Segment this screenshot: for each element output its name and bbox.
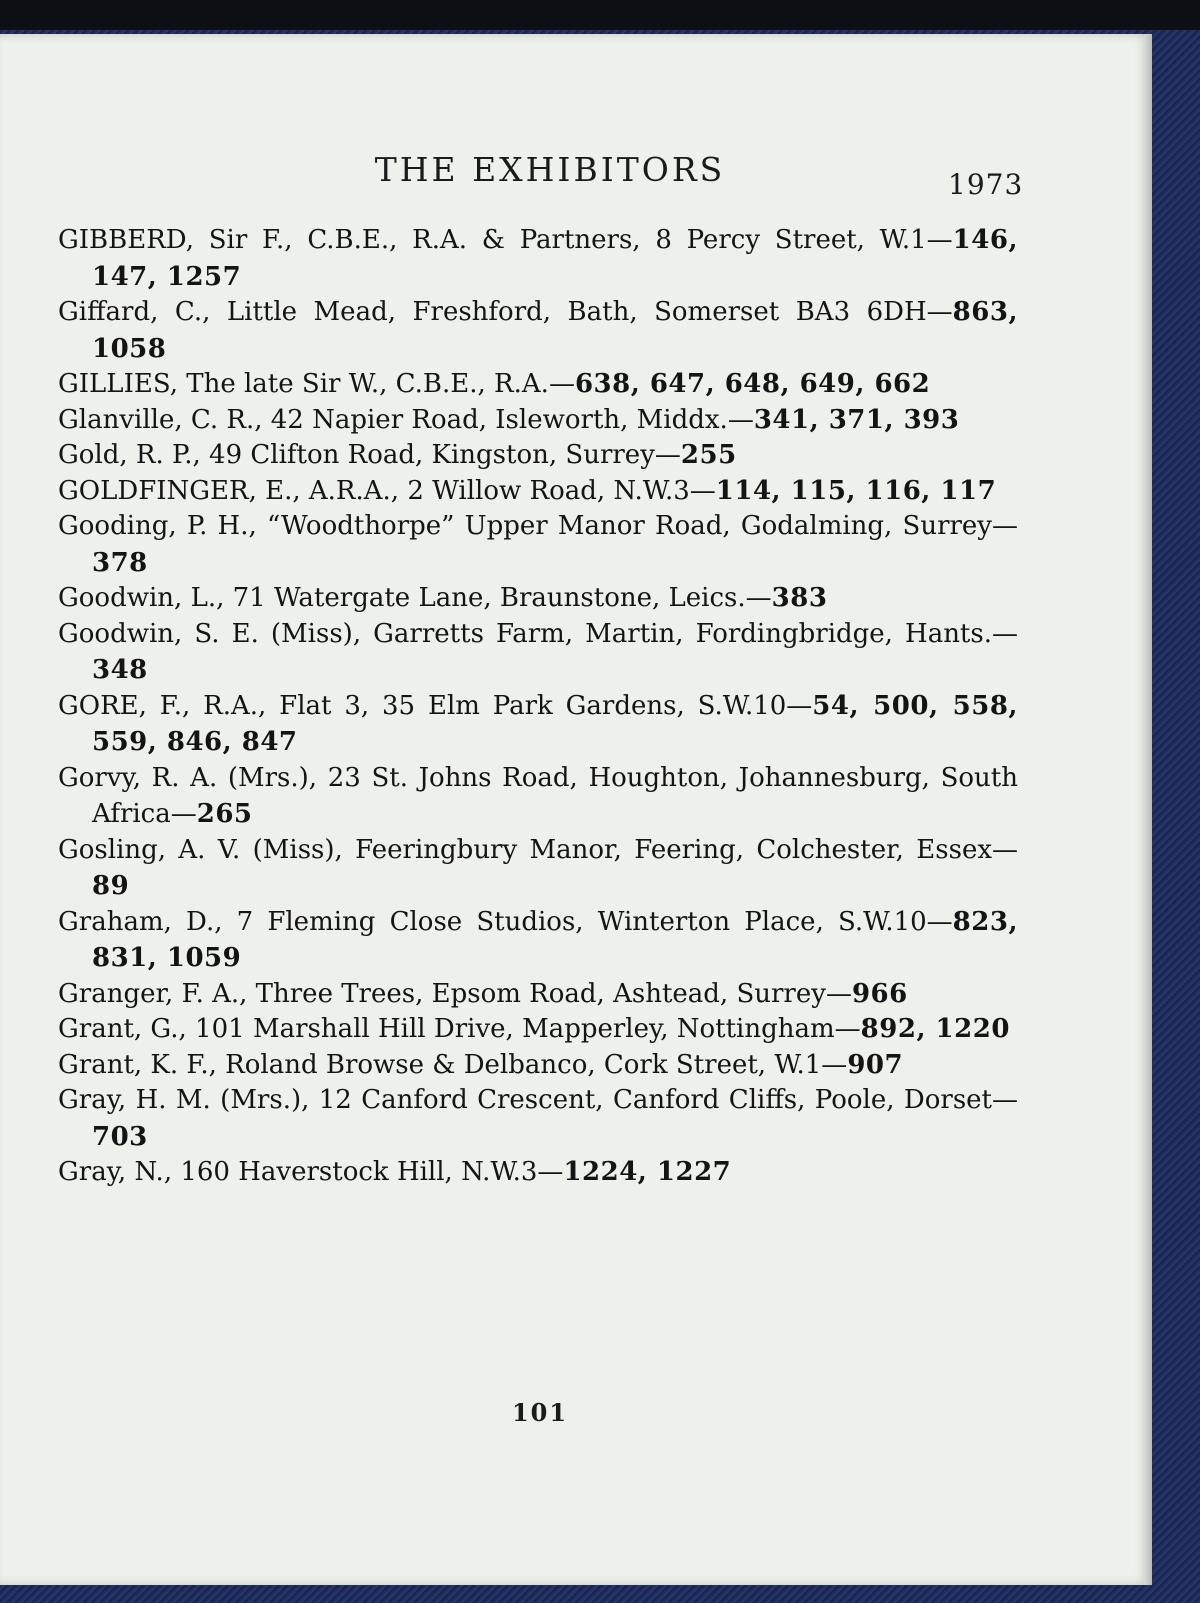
entry-numbers: 638, 647, 648, 649, 662 xyxy=(574,369,931,399)
entry-text: Giffard, C., Little Mead, Freshford, Bath, Somerset BA3 6DH— xyxy=(58,297,953,327)
exhibitor-entry xyxy=(58,366,1018,403)
entry-numbers: 966 xyxy=(851,978,908,1009)
entry-text: Grant, G., 101 Marshall Hill Drive, Mapperley, Nottingham— xyxy=(58,1014,861,1044)
exhibitor-entry xyxy=(58,904,1018,977)
entry-numbers: 907 xyxy=(847,1049,904,1080)
entry-text: Grant, K. F., Roland Browse & Delbanco, Cork Street, W.1— xyxy=(58,1049,848,1080)
entry-numbers: 146, 147, 1257 xyxy=(92,225,1018,292)
page-number: 101 xyxy=(511,1398,569,1427)
entry-text: Goodwin, S. E. (Miss), Garretts Farm, Martin, Fordingbridge, Hants.— xyxy=(58,618,1018,649)
exhibitor-entry xyxy=(58,437,1018,474)
exhibitor-entry xyxy=(58,1047,1018,1084)
entry-numbers: 89 xyxy=(92,871,130,901)
entry-numbers: 823, 831, 1059 xyxy=(92,906,1018,973)
exhibitor-entry xyxy=(58,222,1018,295)
entry-numbers: 348 xyxy=(92,655,148,685)
entry-text: Gray, N., 160 Haverstock Hill, N.W.3— xyxy=(58,1157,564,1187)
exhibitor-entry xyxy=(58,1082,1018,1155)
entry-numbers: 863, 1058 xyxy=(92,297,1018,364)
year-heading: 1973 xyxy=(948,168,1024,201)
entry-numbers: 383 xyxy=(771,583,828,613)
exhibitor-entry xyxy=(58,508,1018,581)
entry-text: Gooding, P. H., “Woodthorpe” Upper Manor Road, Godalming, Surrey— xyxy=(58,511,1018,541)
cover-top-edge xyxy=(0,0,1200,30)
exhibitor-entry xyxy=(58,402,1018,439)
exhibitor-list xyxy=(58,222,1018,1190)
exhibitor-entry xyxy=(58,1154,1018,1191)
entry-text: Granger, F. A., Three Trees, Epsom Road, Ashtead, Surrey— xyxy=(58,978,852,1009)
exhibitor-entry xyxy=(58,616,1018,689)
entry-numbers: 341, 371, 393 xyxy=(753,404,960,435)
entry-numbers: 54, 500, 558, 559, 846, 847 xyxy=(92,690,1018,757)
entry-numbers: 703 xyxy=(92,1121,148,1152)
entry-numbers: 255 xyxy=(680,440,737,470)
entry-text: Goodwin, L., 71 Watergate Lane, Braunstone, Leics.— xyxy=(58,583,772,613)
page-edge xyxy=(1144,34,1152,1585)
entry-text: GIBBERD, Sir F., C.B.E., R.A. & Partners, 8 Percy Street, W.1— xyxy=(58,225,953,255)
exhibitor-entry xyxy=(58,976,1018,1013)
entry-text: GOLDFINGER, E., A.R.A., 2 Willow Road, N.W.3— xyxy=(58,475,716,506)
exhibitor-entry xyxy=(58,688,1018,761)
entry-numbers: 265 xyxy=(196,799,253,829)
entry-text: GORE, F., R.A., Flat 3, 35 Elm Park Gardens, S.W.10— xyxy=(58,690,813,721)
exhibitor-entry xyxy=(58,1011,1018,1048)
entry-text: Gosling, A. V. (Miss), Feeringbury Manor, Feering, Colchester, Essex— xyxy=(58,834,1018,865)
entry-text: Gray, H. M. (Mrs.), 12 Canford Crescent, Canford Cliffs, Poole, Dorset— xyxy=(58,1085,1018,1115)
entry-text: Gorvy, R. A. (Mrs.), 23 St. Johns Road, Houghton, Johannesburg, South Africa— xyxy=(58,762,1018,829)
exhibitor-entry xyxy=(58,580,1018,617)
running-title: THE EXHIBITORS xyxy=(374,150,726,189)
entry-text: GILLIES, The late Sir W., C.B.E., R.A.— xyxy=(58,369,575,399)
entry-numbers: 378 xyxy=(92,547,148,578)
exhibitor-entry xyxy=(58,832,1018,905)
entry-numbers: 892, 1220 xyxy=(860,1014,1010,1044)
entry-text: Gold, R. P., 49 Clifton Road, Kingston, Surrey— xyxy=(58,440,681,470)
exhibitor-entry xyxy=(58,760,1018,833)
exhibitor-entry xyxy=(58,294,1018,367)
entry-numbers: 114, 115, 116, 117 xyxy=(715,475,997,506)
entry-text: Glanville, C. R., 42 Napier Road, Isleworth, Middx.— xyxy=(58,404,754,435)
entry-numbers: 1224, 1227 xyxy=(563,1157,732,1187)
exhibitor-entry xyxy=(58,473,1018,510)
entry-text: Graham, D., 7 Fleming Close Studios, Winterton Place, S.W.10— xyxy=(58,906,953,937)
